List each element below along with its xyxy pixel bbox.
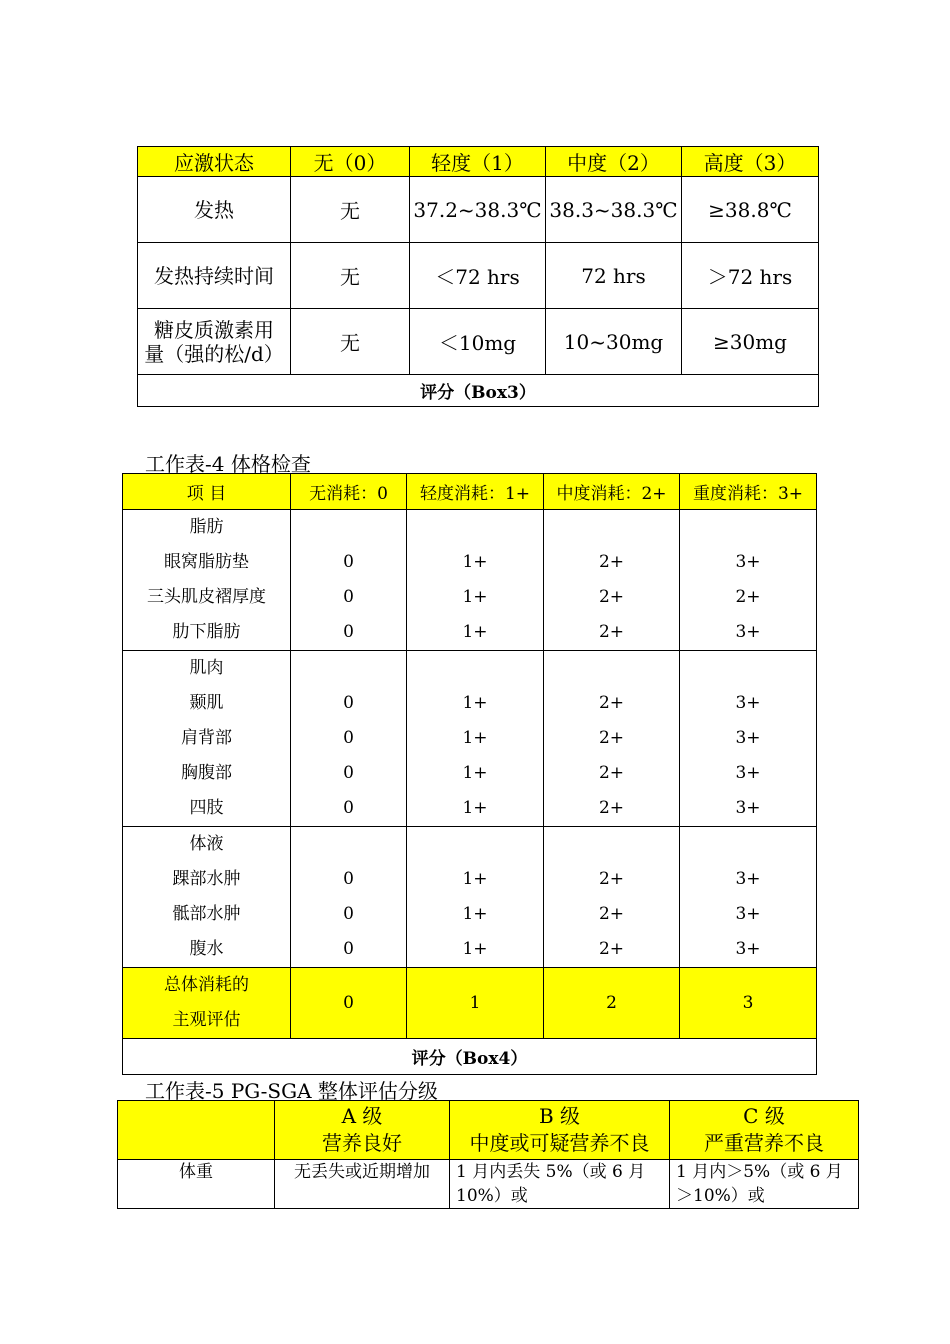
header-cell: 项 目 xyxy=(123,474,291,510)
value: 2+ xyxy=(598,728,625,748)
row-label: 发热持续时间 xyxy=(138,243,291,309)
table-cell: 37.2~38.3℃ xyxy=(410,177,546,243)
group-title: 肌肉 xyxy=(189,658,224,678)
item-label: 颞肌 xyxy=(189,693,224,713)
value: 0 xyxy=(343,904,354,924)
item-label: 腹水 xyxy=(189,939,224,959)
value: 2+ xyxy=(598,869,625,889)
header-cell: 轻度消耗：1+ xyxy=(407,474,544,510)
table-cell: ＞72 hrs xyxy=(682,243,819,309)
exam-group-fluid xyxy=(123,827,817,968)
value: 2+ xyxy=(598,622,625,642)
table-row xyxy=(138,243,819,309)
pgsga-header-row xyxy=(118,1101,859,1160)
table-cell: 无 xyxy=(291,177,410,243)
table-cell: ＜10mg xyxy=(410,309,546,375)
total-value: 3 xyxy=(680,968,817,1039)
grade-a-desc: 营养良好 xyxy=(322,1131,402,1155)
value: 0 xyxy=(343,587,354,607)
value: 1+ xyxy=(462,587,488,607)
total-label xyxy=(123,968,291,1039)
grade-b-header xyxy=(450,1101,670,1160)
group-values-col xyxy=(544,651,680,827)
score-box3-label: 评分（Box3） xyxy=(138,375,819,407)
table-cell: ≥38.8℃ xyxy=(682,177,819,243)
total-value: 0 xyxy=(291,968,407,1039)
header-cell: 中度（2） xyxy=(546,147,682,177)
table-cell: 无 xyxy=(291,243,410,309)
header-cell: 应激状态 xyxy=(138,147,291,177)
worksheet-5-caption: 工作表-5 PG-SGA 整体评估分级 xyxy=(145,1079,438,1103)
value: 0 xyxy=(343,622,354,642)
grade-c-desc: 严重营养不良 xyxy=(704,1131,824,1155)
pgsga-grading-table xyxy=(117,1100,859,1209)
group-title: 体液 xyxy=(189,834,224,854)
header-cell: 轻度（1） xyxy=(410,147,546,177)
group-values-col xyxy=(680,651,817,827)
row-label-line: 糖皮质激素用 xyxy=(154,317,274,342)
value: 1+ xyxy=(462,798,488,818)
row-label: 体重 xyxy=(118,1160,275,1209)
group-values-col xyxy=(680,510,817,651)
grade-c-title: C 级 xyxy=(743,1104,785,1128)
table-cell: 无丢失或近期增加 xyxy=(275,1160,450,1209)
exam-group-muscle xyxy=(123,651,817,827)
exam-group-fat xyxy=(123,510,817,651)
stress-status-table xyxy=(137,146,819,407)
value: 2+ xyxy=(735,587,761,607)
group-values-col xyxy=(407,651,544,827)
cell-line: 1 月内丢失 5%（或 6 月 xyxy=(456,1162,646,1182)
grade-c-header xyxy=(670,1101,859,1160)
value: 0 xyxy=(343,939,354,959)
group-values-col xyxy=(407,827,544,968)
table-row xyxy=(118,1160,859,1209)
item-label: 骶部水肿 xyxy=(172,904,241,924)
value: 3+ xyxy=(735,693,761,713)
value: 2+ xyxy=(598,693,625,713)
table-cell: ＜72 hrs xyxy=(410,243,546,309)
item-label: 肋下脂肪 xyxy=(172,622,241,642)
value: 2+ xyxy=(598,763,625,783)
value: 3+ xyxy=(735,904,761,924)
header-cell: 中度消耗：2+ xyxy=(544,474,680,510)
value: 2+ xyxy=(598,939,625,959)
exam-header-row xyxy=(123,474,817,510)
worksheet-4-caption: 工作表-4 体格检查 xyxy=(145,452,311,476)
group-labels xyxy=(123,510,291,651)
value: 0 xyxy=(343,763,354,783)
value: 1+ xyxy=(462,552,488,572)
grade-a-title: A 级 xyxy=(341,1104,383,1128)
value: 0 xyxy=(343,798,354,818)
table-row xyxy=(138,177,819,243)
group-values-col xyxy=(291,827,407,968)
item-label: 踝部水肿 xyxy=(172,869,241,889)
score-row xyxy=(123,1039,817,1075)
total-wasting-row xyxy=(123,968,817,1039)
value: 3+ xyxy=(735,728,761,748)
stress-header-row xyxy=(138,147,819,177)
grade-a-header xyxy=(275,1101,450,1160)
group-title: 脂肪 xyxy=(189,517,224,537)
score-box4-label: 评分（Box4） xyxy=(123,1039,817,1075)
value: 3+ xyxy=(735,939,761,959)
group-values-col xyxy=(680,827,817,968)
value: 2+ xyxy=(598,798,625,818)
value: 3+ xyxy=(735,622,761,642)
group-labels xyxy=(123,651,291,827)
total-label-line: 总体消耗的 xyxy=(164,975,249,995)
table-cell xyxy=(450,1160,670,1209)
group-values-col xyxy=(544,827,680,968)
value: 2+ xyxy=(598,552,625,572)
cell-line: ＞10%）或 xyxy=(676,1186,765,1206)
cell-line: 1 月内＞5%（或 6 月 xyxy=(676,1162,843,1182)
value: 1+ xyxy=(462,728,488,748)
group-values-col xyxy=(291,651,407,827)
group-values-col xyxy=(544,510,680,651)
value: 3+ xyxy=(735,798,761,818)
value: 1+ xyxy=(462,622,488,642)
table-cell: 72 hrs xyxy=(546,243,682,309)
group-values-col xyxy=(407,510,544,651)
cell-line: 10%）或 xyxy=(456,1186,528,1206)
value: 0 xyxy=(343,728,354,748)
value: 3+ xyxy=(735,869,761,889)
table-cell: 38.3~38.3℃ xyxy=(546,177,682,243)
value: 1+ xyxy=(462,939,488,959)
value: 1+ xyxy=(462,693,488,713)
group-labels xyxy=(123,827,291,968)
total-label-line: 主观评估 xyxy=(172,1010,241,1030)
row-label-line: 量（强的松/d） xyxy=(144,341,284,366)
header-cell: 无（0） xyxy=(291,147,410,177)
total-value: 1 xyxy=(407,968,544,1039)
value: 0 xyxy=(343,552,354,572)
header-cell: 高度（3） xyxy=(682,147,819,177)
header-cell: 无消耗：0 xyxy=(291,474,407,510)
value: 3+ xyxy=(735,763,761,783)
table-cell: ≥30mg xyxy=(682,309,819,375)
item-label: 四肢 xyxy=(189,798,224,818)
value: 1+ xyxy=(462,904,488,924)
item-label: 眼窝脂肪垫 xyxy=(164,552,249,572)
group-values-col xyxy=(291,510,407,651)
item-label: 三头肌皮褶厚度 xyxy=(147,587,266,607)
header-cell: 重度消耗：3+ xyxy=(680,474,817,510)
header-cell-empty xyxy=(118,1101,275,1160)
value: 2+ xyxy=(598,904,625,924)
item-label: 肩背部 xyxy=(181,728,232,748)
grade-b-desc: 中度或可疑营养不良 xyxy=(469,1131,650,1155)
value: 1+ xyxy=(462,763,488,783)
table-row xyxy=(138,309,819,375)
table-cell xyxy=(670,1160,859,1209)
value: 1+ xyxy=(462,869,488,889)
table-cell: 10~30mg xyxy=(546,309,682,375)
physical-exam-table xyxy=(122,473,817,1075)
score-row xyxy=(138,375,819,407)
table-cell: 无 xyxy=(291,309,410,375)
value: 2+ xyxy=(598,587,625,607)
grade-b-title: B 级 xyxy=(538,1104,581,1128)
total-value: 2 xyxy=(544,968,680,1039)
value: 0 xyxy=(343,693,354,713)
row-label: 发热 xyxy=(138,177,291,243)
value: 3+ xyxy=(735,552,761,572)
value: 0 xyxy=(343,869,354,889)
item-label: 胸腹部 xyxy=(181,763,232,783)
row-label xyxy=(138,309,291,375)
